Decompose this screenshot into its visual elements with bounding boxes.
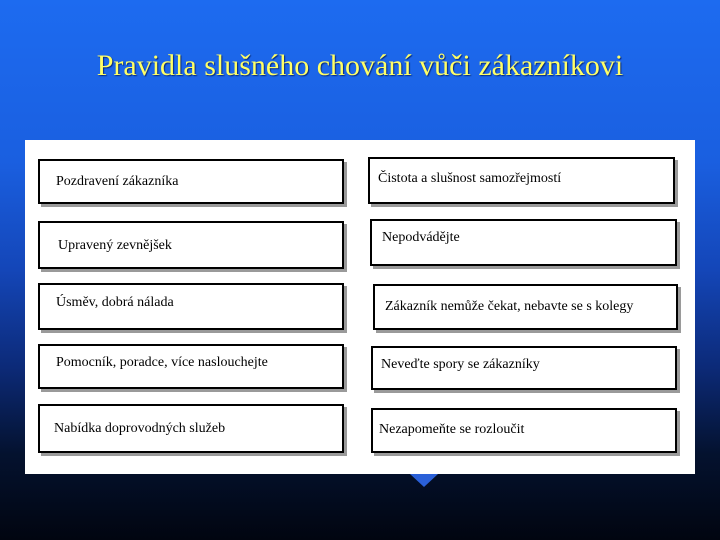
rule-label: Pomocník, poradce, více naslouchejte xyxy=(56,355,268,370)
rule-box-appearance xyxy=(38,221,344,269)
rule-label: Nabídka doprovodných služeb xyxy=(54,421,226,436)
content-panel xyxy=(25,140,695,474)
rule-label: Nezapomeňte se rozloučit xyxy=(379,422,525,437)
rule-label: Úsměv, dobrá nálada xyxy=(56,295,174,310)
rule-box-honesty xyxy=(370,219,677,266)
rule-box-greeting xyxy=(38,159,344,204)
rule-box-cleanliness xyxy=(368,157,675,204)
slide-title: Pravidla slušného chování vůči zákazníkovi xyxy=(96,49,624,82)
rule-box-services xyxy=(38,404,344,453)
rule-label: Neveďte spory se zákazníky xyxy=(381,357,540,372)
rule-label: Čistota a slušnost samozřejmostí xyxy=(378,171,562,186)
rule-label: Upravený zevnějšek xyxy=(58,238,172,253)
down-arrow-icon xyxy=(410,474,438,487)
rule-box-smile xyxy=(38,283,344,330)
rule-box-farewell xyxy=(371,408,677,453)
rule-box-no-waiting xyxy=(373,284,678,330)
rule-label: Pozdravení zákazníka xyxy=(56,174,179,189)
rule-box-no-disputes xyxy=(371,346,677,390)
rule-box-helper xyxy=(38,344,344,389)
rule-label: Zákazník nemůže čekat, nebavte se s kolegy xyxy=(385,299,634,314)
rule-label: Nepodvádějte xyxy=(382,230,460,245)
